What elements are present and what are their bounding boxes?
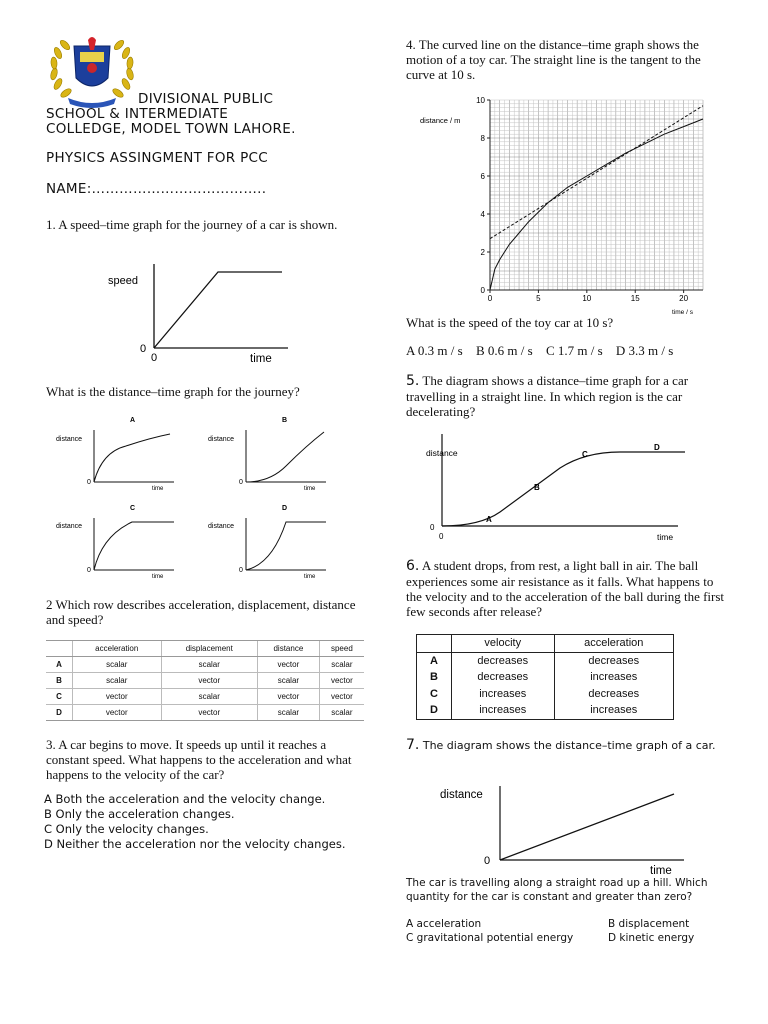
q5-text bbox=[406, 373, 726, 419]
table-row: A decreases decreases bbox=[417, 652, 674, 669]
q1-option-b bbox=[208, 417, 326, 492]
q1-option-d-origin: 0 bbox=[239, 567, 243, 574]
table-row: C increases decreases bbox=[417, 686, 674, 703]
q4-xlabel: time / s bbox=[672, 309, 693, 316]
q1-xlabel: time bbox=[250, 353, 272, 365]
q1-option-c-origin: 0 bbox=[87, 567, 91, 574]
q6-number: 6. bbox=[406, 558, 420, 574]
q1-option-b-xlabel: time bbox=[304, 486, 316, 492]
name-field[interactable]: NAME:……………………………….. bbox=[46, 181, 267, 197]
q3-option-b[interactable]: B Only the acceleration changes. bbox=[44, 807, 235, 821]
q1-option-c bbox=[56, 505, 174, 580]
q1-option-a-letter: A bbox=[130, 417, 136, 424]
y-tick-label: 10 bbox=[476, 96, 485, 105]
q1-question: What is the distance–time graph for the journey? bbox=[46, 384, 300, 399]
q5-body: The diagram shows a distance–time graph for a car travelling in a straight line. In which region is the car decelerating? bbox=[406, 373, 689, 419]
q1-option-c-curve bbox=[94, 522, 174, 570]
y-tick-label: 4 bbox=[480, 210, 485, 219]
q4-ylabel: distance / m bbox=[420, 116, 461, 125]
table-row: A scalar scalar vector scalar bbox=[46, 657, 364, 673]
q7-number: 7. bbox=[406, 737, 420, 753]
q1-speed-time-graph bbox=[100, 262, 300, 366]
table-row: velocity acceleration bbox=[417, 635, 674, 653]
q4-question: What is the speed of the toy car at 10 s? bbox=[406, 315, 614, 330]
q7-option-c[interactable]: C gravitational potential energy bbox=[406, 932, 574, 944]
q1-option-c-ylabel: distance bbox=[56, 523, 83, 530]
q1-option-c-xlabel: time bbox=[152, 574, 164, 580]
q2-text: 2 Which row describes acceleration, displacement, distance and speed? bbox=[46, 597, 356, 627]
q5-ylabel: distance bbox=[426, 448, 458, 458]
y-tick-label: 6 bbox=[480, 172, 485, 181]
table-row: D vector vector scalar scalar bbox=[46, 705, 364, 721]
school-name-line3: COLLEDGE, MODEL TOWN LAHORE. bbox=[46, 121, 296, 137]
q1-option-b-curve bbox=[246, 432, 324, 482]
q4-chart bbox=[410, 92, 710, 318]
q7-ylabel: distance bbox=[440, 789, 483, 801]
q4-options bbox=[406, 343, 736, 358]
school-name-line2: SCHOOL & INTERMEDIATE bbox=[46, 106, 229, 122]
q1-origin: 0 bbox=[140, 343, 147, 355]
x-tick-label: 20 bbox=[679, 294, 689, 303]
table-row: C vector scalar vector vector bbox=[46, 689, 364, 705]
q1-option-d bbox=[208, 505, 326, 580]
q6-table bbox=[416, 634, 674, 720]
q1-option-a-xlabel: time bbox=[152, 486, 164, 492]
q6-body: A student drops, from rest, a light ball in air. The ball experiences some air resistance as it falls. What happens to the velocity and to the acceleration of the ball during the first few seconds after release? bbox=[406, 558, 725, 619]
q7-option-a[interactable]: A acceleration bbox=[406, 918, 482, 930]
q1-option-d-ylabel: distance bbox=[208, 523, 235, 530]
q5-xlabel: time bbox=[657, 532, 674, 542]
x-tick-label: 10 bbox=[582, 294, 592, 303]
q7-question: The car is travelling along a straight road up a hill. Which quantity for the car is constant and greater than zero? bbox=[406, 877, 708, 903]
q1-option-a-origin: 0 bbox=[87, 479, 91, 486]
table-row: B decreases increases bbox=[417, 669, 674, 686]
q1-option-a-ylabel: distance bbox=[56, 436, 83, 443]
q1-option-d-curve bbox=[246, 522, 326, 570]
q5-region-b: B bbox=[534, 483, 540, 492]
q5-curve bbox=[442, 452, 685, 526]
q5-region-c: C bbox=[582, 450, 588, 459]
q7-body: The diagram shows the distance–time graph of a car. bbox=[419, 739, 716, 752]
q7-text bbox=[406, 738, 726, 753]
q3-option-a[interactable]: A Both the acceleration and the velocity change. bbox=[44, 792, 326, 806]
q4-option-a[interactable]: A 0.3 m / s bbox=[406, 343, 463, 358]
assignment-title: PHYSICS ASSINGMENT FOR PCC bbox=[46, 150, 268, 166]
q5-region-a: A bbox=[486, 515, 492, 524]
q7-option-b[interactable]: B displacement bbox=[608, 918, 690, 930]
y-tick-label: 2 bbox=[480, 248, 485, 257]
q3-option-d[interactable]: D Neither the acceleration nor the velocity changes. bbox=[44, 837, 346, 851]
q1-ylabel: speed bbox=[108, 275, 138, 287]
x-tick-label: 0 bbox=[487, 294, 493, 303]
q1-option-d-letter: D bbox=[282, 505, 288, 512]
q1-option-b-origin: 0 bbox=[239, 479, 243, 486]
q4-option-b[interactable]: B 0.6 m / s bbox=[475, 343, 533, 358]
q7-origin: 0 bbox=[484, 855, 491, 867]
q1-options-graphs bbox=[50, 408, 350, 584]
q1-option-a bbox=[56, 417, 174, 492]
q1-option-b-ylabel: distance bbox=[208, 436, 235, 443]
q4-option-d[interactable]: D 3.3 m / s bbox=[615, 343, 674, 358]
table-row: B scalar vector scalar vector bbox=[46, 673, 364, 689]
q7-option-d[interactable]: D kinetic energy bbox=[608, 932, 695, 944]
x-tick-label: 15 bbox=[630, 294, 640, 303]
q5-origin-x: 0 bbox=[439, 532, 444, 541]
y-tick-label: 0 bbox=[480, 286, 485, 295]
q1-origin-x: 0 bbox=[151, 352, 158, 364]
x-tick-label: 5 bbox=[536, 294, 541, 303]
q4-text: 4. The curved line on the distance–time graph shows the motion of a toy car. The straight line is the tangent to the curve at 10 s. bbox=[406, 37, 701, 82]
q3-option-c[interactable]: C Only the velocity changes. bbox=[44, 822, 209, 836]
q7-line bbox=[500, 794, 674, 860]
table-row: D increases increases bbox=[417, 702, 674, 719]
school-name-line1: DIVISIONAL PUBLIC bbox=[138, 91, 274, 107]
q1-option-a-curve bbox=[94, 434, 170, 482]
q7-xlabel: time bbox=[650, 865, 672, 877]
q1-option-c-letter: C bbox=[130, 505, 136, 512]
q7-distance-time-graph bbox=[432, 784, 692, 880]
q1-option-b-letter: B bbox=[282, 417, 288, 424]
table-row: acceleration displacement distance speed bbox=[46, 641, 364, 657]
q5-region-d: D bbox=[654, 443, 660, 452]
q3-text: 3. A car begins to move. It speeds up until it reaches a constant speed. What happens to the acceleration and what happens to the velocity of the car? bbox=[46, 737, 352, 782]
q1-option-d-xlabel: time bbox=[304, 574, 316, 580]
y-tick-label: 8 bbox=[480, 134, 485, 143]
q2-table bbox=[46, 640, 364, 721]
q4-option-c[interactable]: C 1.7 m / s bbox=[545, 343, 603, 358]
q5-number: 5. bbox=[406, 373, 420, 389]
q5-origin: 0 bbox=[430, 523, 435, 532]
q6-text bbox=[406, 558, 728, 619]
q1-text: 1. A speed–time graph for the journey of a car is shown. bbox=[46, 217, 338, 232]
q5-distance-time-graph bbox=[420, 432, 700, 546]
